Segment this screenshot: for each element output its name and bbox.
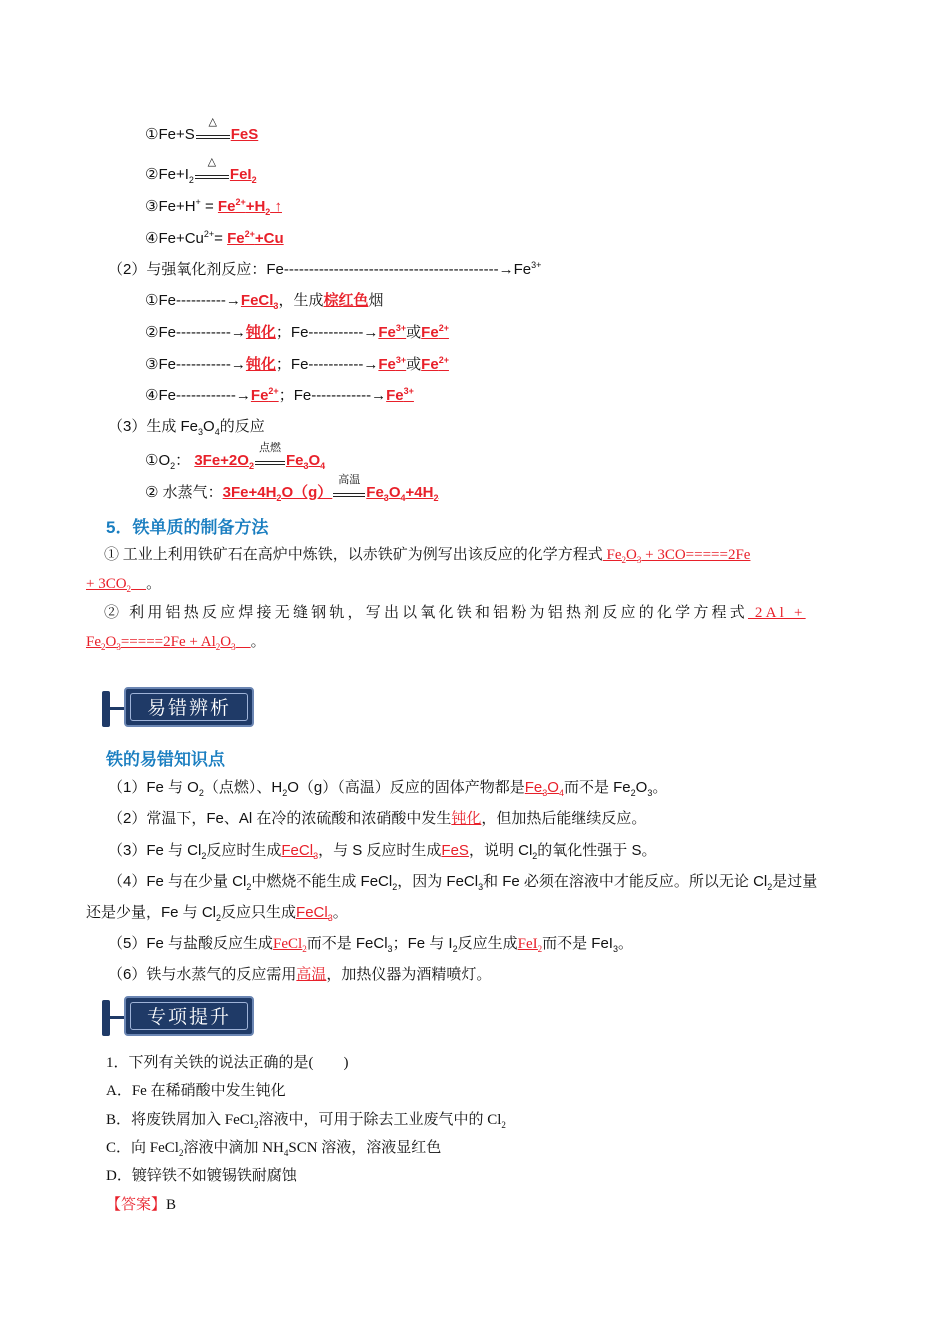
mistake-4: （4）Fe 与在少量 $Cl_2$中燃烧不能生成 FeCl$_2$，因为 FeCl$_3$和 Fe 必须在溶液中才能反应。所以无论 $Cl_2$是过量 xyxy=(108,873,818,892)
mistake-5: （5）Fe 与盐酸反应生成FeCl$_2$而不是 FeCl$_3$；Fe 与 $I_2$反应生成FeI$_2$而不是 FeI$_3$。 xyxy=(108,935,633,954)
ignite-condition: 点燃 xyxy=(255,451,285,471)
high-temp-condition: 高温 xyxy=(333,483,365,503)
strong-ox-item-3: ③Fe-----------→钝化；$Fe-----------\to Fe^{3+}$或$Fe^{2+}$ xyxy=(145,355,449,373)
fe3o4-o2: $①O_2$： $3Fe+2O_2$ 点燃 $Fe_3O_4$ xyxy=(145,442,326,471)
reaction-fe-cu: $④Fe+Cu^{2+}= Fe^{2+}+Cu$ xyxy=(145,229,284,247)
answer-label: 【答案】 xyxy=(106,1197,167,1213)
section-5-p2-cont: $Fe_2O_3=====2Fe + Al_2O_3$ 。 xyxy=(86,634,266,652)
answer-fe2-cu: $Fe^{2+}+Cu$ xyxy=(227,229,284,247)
option-d: D．镀锌铁不如镀锡铁耐腐蚀 xyxy=(106,1168,297,1184)
option-c: C．向 FeCl$_2$溶液中滴加 $NH_4SCN$ 溶液，溶液显红色 xyxy=(106,1140,442,1158)
section-5-p1: ① 工业上利用铁矿石在高炉中炼铁，以赤铁矿为例写出该反应的化学方程式 $Fe_2O_3 + 3CO=====2Fe$ xyxy=(104,547,751,565)
answer-fei2: FeI$_2$ xyxy=(229,166,257,185)
answer-fes: FeS xyxy=(230,126,259,143)
strong-oxidizer-title: （2）与强氧化剂反应：$Fe-------------------------------------------\to Fe^{3+}$ xyxy=(108,260,542,278)
strong-ox-item-2: ②Fe-----------→钝化；$Fe-----------\to Fe^{3+}$或$Fe^{2+}$ xyxy=(145,323,449,341)
mistake-3: （3）Fe 与 $Cl_2$反应时生成FeCl$_3$，与 S 反应时生成FeS，说明 $Cl_2$的氧化性强于 S。 xyxy=(108,842,657,861)
strong-ox-item-1: ①Fe----------→FeCl$_3$，生成棕红色烟 xyxy=(145,292,384,311)
mistake-2: （2）常温下，Fe、Al 在冷的浓硫酸和浓硝酸中发生钝化，但加热后能继续反应。 xyxy=(108,810,647,827)
option-b: B．将废铁屑加入 FeCl$_2$溶液中，可用于除去工业废气中的 $Cl_2$ xyxy=(106,1112,506,1130)
heat-condition: △ xyxy=(195,165,229,185)
option-a: A．Fe 在稀硝酸中发生钝化 xyxy=(106,1083,286,1099)
question-stem: 1．下列有关铁的说法正确的是( ) xyxy=(106,1055,349,1071)
section-5-p2: ② 利用铝热反应焊接无缝钢轨，写出以氧化铁和铝粉为铝热剂反应的化学方程式 2Al + xyxy=(104,605,806,621)
reaction-fe-s: ①Fe+S △ FeS xyxy=(145,125,258,145)
heat-condition: △ xyxy=(196,125,230,145)
mistake-4-cont: 还是少量，Fe 与 $Cl_2$反应只生成FeCl$_3$。 xyxy=(86,904,348,923)
common-mistakes-heading: 铁的易错知识点 xyxy=(106,750,225,769)
answer-value: B xyxy=(166,1197,177,1213)
reaction-fe-i2: $②Fe+I_2$ △ FeI$_2$ xyxy=(145,156,257,185)
answer-fe2-h2: $Fe^{2+}+H_2$ ↑ xyxy=(217,197,282,217)
fe3o4-title: （3）生成 $Fe_3O_4$的反应 xyxy=(108,418,265,437)
reaction-fe-h: ③Fe+H+ = $Fe^{2+}+H_2$ ↑ xyxy=(145,197,282,217)
answer-line xyxy=(106,1195,176,1215)
mistake-6: （6）铁与水蒸气的反应需用高温，加热仪器为酒精喷灯。 xyxy=(108,966,492,983)
badge-practice: 专项提升 xyxy=(102,996,256,1040)
mistake-1: （1）Fe 与 $O_2$（点燃）、$H_2O(g)$（高温）反应的固体产物都是$Fe_3O_4$而不是 $Fe_2O_3$。 xyxy=(108,779,668,798)
badge-common-mistakes: 易错辨析 xyxy=(102,687,256,731)
fe3o4-steam: ② 水蒸气：$3Fe+4H_2O(g)$ 高温 $Fe_3O_4+4H_2$ xyxy=(145,474,439,503)
strong-ox-item-4: ④Fe-$-----------\to Fe^{2+}$；$Fe------------\to Fe^{3+}$ xyxy=(145,386,414,404)
section-5-p1-cont: + $3CO_2$ 。 xyxy=(86,576,162,594)
section-5-heading: 5．铁单质的制备方法 xyxy=(106,518,269,537)
